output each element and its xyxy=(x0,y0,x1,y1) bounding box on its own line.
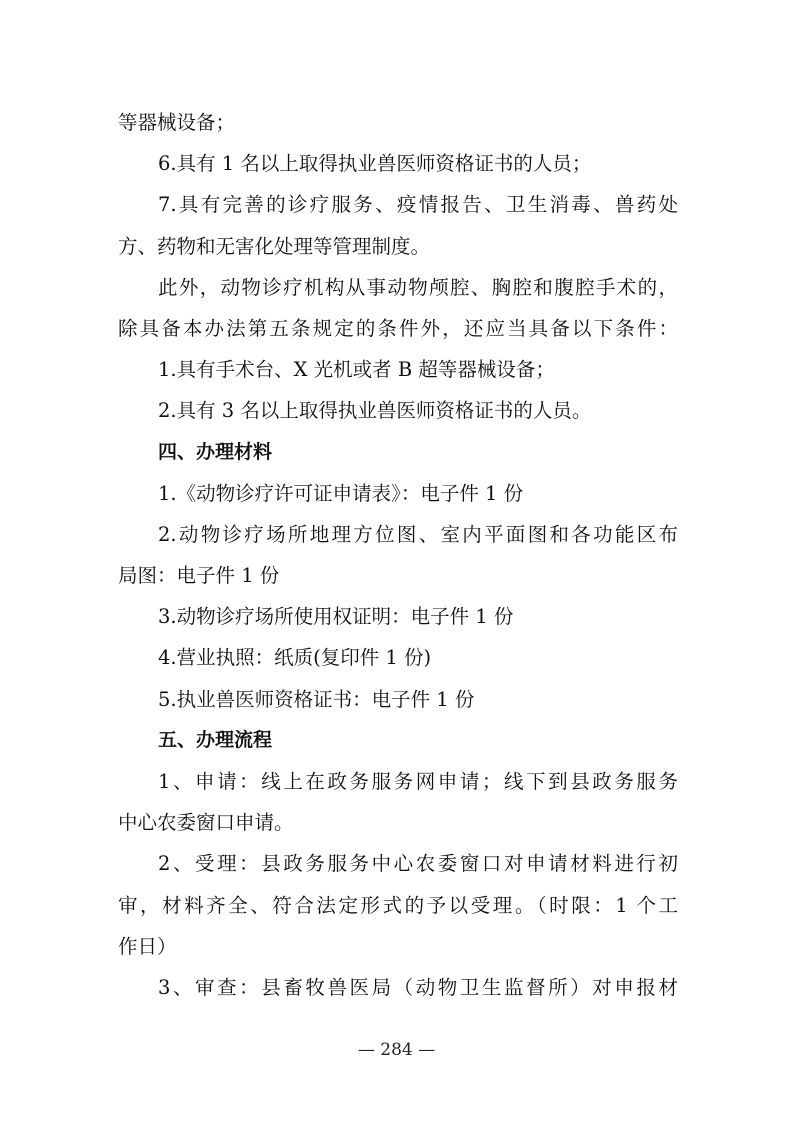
text-line: 1.《动物诊疗许可证申请表》：电子件 1 份 xyxy=(158,481,524,505)
page-number: — 284 — xyxy=(357,1040,436,1060)
text-line: 3、审查：县畜牧兽医局（动物卫生监督所）对申报材 xyxy=(158,975,678,999)
document-body xyxy=(118,102,678,1008)
text-line: 局图：电子件 1 份 xyxy=(118,564,280,588)
text-line: 此外，动物诊疗机构从事动物颅腔、胸腔和腹腔手术的， xyxy=(158,275,678,299)
text-line: 中心农委窗口申请。 xyxy=(118,811,294,835)
text-line: 1、申请：线上在政务服务网申请；线下到县政务服务 xyxy=(158,770,678,793)
text-line: 3.动物诊疗场所使用权证明：电子件 1 份 xyxy=(158,605,514,629)
text-line: 6.具有 1 名以上取得执业兽医师资格证书的人员； xyxy=(158,152,592,176)
text-line: 作日） xyxy=(118,934,177,958)
text-line: 4.营业执照：纸质(复印件 1 份) xyxy=(158,646,432,670)
text-line: 等器械设备； xyxy=(118,111,236,134)
text-line: 审，材料齐全、符合法定形式的予以受理。（时限：1 个工 xyxy=(118,893,678,917)
section-heading: 四、办理材料 xyxy=(158,440,273,463)
text-line: 5.执业兽医师资格证书：电子件 1 份 xyxy=(158,687,475,711)
text-line: 2、受理：县政务服务中心农委窗口对申请材料进行初 xyxy=(158,852,678,876)
text-line: 方、药物和无害化处理等管理制度。 xyxy=(118,234,431,258)
text-line: 2.动物诊疗场所地理方位图、室内平面图和各功能区布 xyxy=(158,522,678,546)
text-line: 1.具有手术台、X 光机或者 B 超等器械设备； xyxy=(158,358,555,382)
text-line: 7.具有完善的诊疗服务、疫情报告、卫生消毒、兽药处 xyxy=(158,193,678,217)
text-line: 2.具有 3 名以上取得执业兽医师资格证书的人员。 xyxy=(158,399,592,423)
text-line: 除具备本办法第五条规定的条件外，还应当具备以下条件： xyxy=(118,316,678,340)
section-heading: 五、办理流程 xyxy=(158,728,273,751)
